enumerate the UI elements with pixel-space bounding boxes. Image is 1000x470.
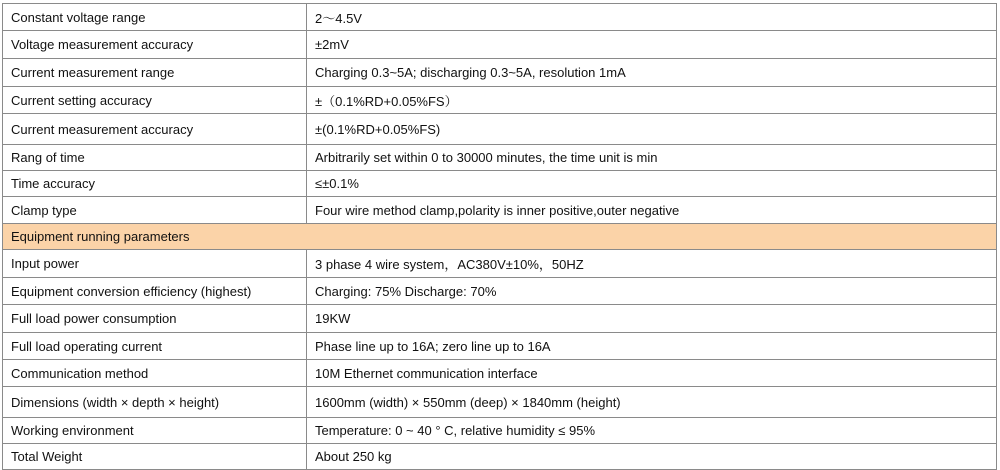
- param-value: Charging 0.3~5A; discharging 0.3~5A, resolution 1mA: [307, 59, 997, 87]
- table-row: [3, 278, 997, 305]
- table-row: [3, 114, 997, 145]
- param-value: 10M Ethernet communication interface: [307, 360, 997, 387]
- param-value: ±2mV: [307, 31, 997, 59]
- param-value: 3 phase 4 wire system，AC380V±10%，50HZ: [307, 250, 997, 278]
- param-label: Time accuracy: [3, 171, 307, 197]
- param-value: 1600mm (width) × 550mm (deep) × 1840mm (height): [307, 387, 997, 418]
- param-value: 2～4.5V: [307, 4, 997, 31]
- param-label: Communication method: [3, 360, 307, 387]
- table-row: [3, 145, 997, 171]
- table-row: [3, 250, 997, 278]
- table-row: [3, 197, 997, 224]
- spec-table: [2, 3, 997, 470]
- param-value: Temperature: 0 ~ 40 ° C, relative humidity ≤ 95%: [307, 418, 997, 444]
- table-row: [3, 31, 997, 59]
- param-label: Working environment: [3, 418, 307, 444]
- param-label: Input power: [3, 250, 307, 278]
- table-row: [3, 387, 997, 418]
- param-label: Total Weight: [3, 444, 307, 470]
- param-label: Rang of time: [3, 145, 307, 171]
- table-row: [3, 444, 997, 470]
- param-label: Constant voltage range: [3, 4, 307, 31]
- table-row: [3, 418, 997, 444]
- table-row: [3, 87, 997, 114]
- section-header-row: [3, 224, 997, 250]
- param-value: 19KW: [307, 305, 997, 333]
- param-label: Equipment conversion efficiency (highest): [3, 278, 307, 305]
- param-label: Current measurement range: [3, 59, 307, 87]
- param-value: Arbitrarily set within 0 to 30000 minutes, the time unit is min: [307, 145, 997, 171]
- param-label: Current setting accuracy: [3, 87, 307, 114]
- param-label: Current measurement accuracy: [3, 114, 307, 145]
- param-value: ≤±0.1%: [307, 171, 997, 197]
- param-value: Four wire method clamp,polarity is inner positive,outer negative: [307, 197, 997, 224]
- table-row: [3, 305, 997, 333]
- table-row: [3, 333, 997, 360]
- param-value: About 250 kg: [307, 444, 997, 470]
- param-label: Voltage measurement accuracy: [3, 31, 307, 59]
- param-value: ±（0.1%RD+0.05%FS）: [307, 87, 997, 114]
- table-row: [3, 59, 997, 87]
- param-label: Full load power consumption: [3, 305, 307, 333]
- table-row: [3, 4, 997, 31]
- section-header: Equipment running parameters: [3, 224, 997, 250]
- param-value: Charging: 75% Discharge: 70%: [307, 278, 997, 305]
- table-row: [3, 360, 997, 387]
- param-label: Full load operating current: [3, 333, 307, 360]
- param-value: ±(0.1%RD+0.05%FS): [307, 114, 997, 145]
- param-label: Clamp type: [3, 197, 307, 224]
- param-value: Phase line up to 16A; zero line up to 16A: [307, 333, 997, 360]
- table-row: [3, 171, 997, 197]
- param-label: Dimensions (width × depth × height): [3, 387, 307, 418]
